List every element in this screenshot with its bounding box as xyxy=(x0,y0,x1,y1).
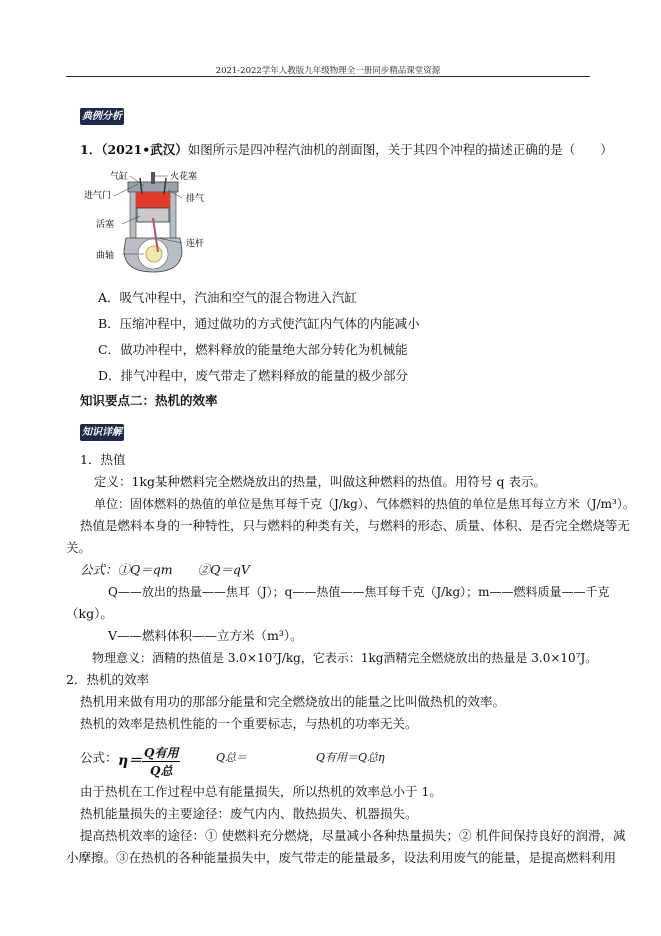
option-d: D．排气冲程中，废气带走了燃料释放的能量的极少部分 xyxy=(98,368,409,383)
cylinder-wall-left xyxy=(130,192,136,238)
header-divider xyxy=(66,76,590,77)
heat-value-symbols-3: V——燃料体积——立方米（m³）。 xyxy=(108,628,303,643)
page-header: 2021-2022学年人教版九年级物理全一册同步精品课堂资源 xyxy=(215,66,441,76)
efficiency-loss-ways: 热机能量损失的主要途径：废气内内、散热损失、机器损失。 xyxy=(80,806,418,821)
option-c: C．做功冲程中，燃料释放的能量绝大部分转化为机械能 xyxy=(98,342,408,357)
formula-fraction xyxy=(142,744,180,779)
heat-value-symbols-2: （kg）。 xyxy=(66,606,113,621)
efficiency-definition: 热机用来做有用功的那部分能量和完全燃烧放出的能量之比叫做热机的效率。 xyxy=(80,694,506,709)
efficiency-formula xyxy=(80,744,560,776)
label-cylinder: 气缸 xyxy=(110,172,129,182)
label-crankshaft: 曲轴 xyxy=(96,251,115,261)
label-intake-valve: 进气门 xyxy=(84,191,112,201)
formula-eta: η＝ xyxy=(118,753,143,769)
heat-value-definition: 定义：1kg某种燃料完全燃烧放出的热量，叫做这种燃料的热值。用符号 q 表示。 xyxy=(94,474,546,489)
crank-wheel xyxy=(146,246,162,262)
heat-value-unit: 单位：固体燃料的热值的单位是焦耳每千克（J/kg）、气体燃料的热值的单位是焦耳每立方米（J/m³）。 xyxy=(94,497,635,511)
label-exhaust: 排气 xyxy=(186,194,205,204)
heat-value-meaning: 物理意义：酒精的热值是 3.0×10⁷J/kg，它表示：1kg酒精完全燃烧放出的热量是 3.0×10⁷J。 xyxy=(92,651,598,665)
fraction-numerator: Q有用 xyxy=(144,746,179,760)
example-badge: 典例分析 xyxy=(80,108,124,125)
option-b: B．压缩冲程中，通过做功的方式使汽缸内气体的内能减小 xyxy=(98,316,420,331)
spark-plug xyxy=(151,172,155,184)
knowledge-badge: 知识详解 xyxy=(80,424,124,441)
heat-value-formula: 公式：①Q＝qm ②Q＝qV xyxy=(80,562,250,577)
formula-q-total: Q总＝ xyxy=(216,751,248,764)
option-a: A．吸气冲程中，汽油和空气的混合物进入汽缸 xyxy=(98,290,358,305)
heat-value-symbols-1: Q——放出的热量——焦耳（J）；q——热值——焦耳每千克（J/kg）；m——燃料质量——千克 xyxy=(108,585,610,599)
efficiency-improve-1: 提高热机效率的途径：① 使燃料充分燃烧，尽量减小各种热量损失；② 机件间保持良好的润滑，减 xyxy=(80,828,626,843)
question-text: 如图所示是四冲程汽油机的剖面图，关于其四个冲程的描述正确的是（ ） xyxy=(187,142,613,157)
cylinder-wall-right xyxy=(170,192,176,238)
formula-label: 公式： xyxy=(80,750,118,765)
question-prefix: 1．（2021•武汉） xyxy=(80,142,188,157)
fraction-denominator: Q总 xyxy=(150,764,173,778)
engine-diagram xyxy=(82,168,222,276)
label-connecting-rod: 连杆 xyxy=(186,239,205,249)
efficiency-indicator: 热机的效率是热机性能的一个重要标志，与热机的功率无关。 xyxy=(80,716,418,731)
label-piston: 活塞 xyxy=(96,220,115,230)
heat-value-heading: 1．热值 xyxy=(80,452,126,467)
combustion-chamber xyxy=(136,192,170,208)
section-title: 知识要点二：热机的效率 xyxy=(80,393,218,408)
efficiency-improve-2: 小摩擦。③在热机的各种能量损失中，废气带走的能量最多，设法利用废气的能量，是提高燃料利用 xyxy=(66,850,617,865)
efficiency-less-than-one: 由于热机在工作过程中总有能量损失，所以热机的效率总小于 1。 xyxy=(80,784,442,799)
efficiency-heading: 2．热机的效率 xyxy=(66,672,149,687)
label-spark-plug: 火花塞 xyxy=(170,172,198,182)
heat-value-property-2: 关。 xyxy=(66,540,92,555)
heat-value-property-1: 热值是燃料本身的一种特性，只与燃料的种类有关，与燃料的形态、质量、体积、是否完全燃烧等无 xyxy=(80,518,631,533)
question-line xyxy=(80,142,613,158)
engine-figure xyxy=(82,168,222,276)
formula-q-useful: Q有用＝Q总η xyxy=(316,751,385,764)
